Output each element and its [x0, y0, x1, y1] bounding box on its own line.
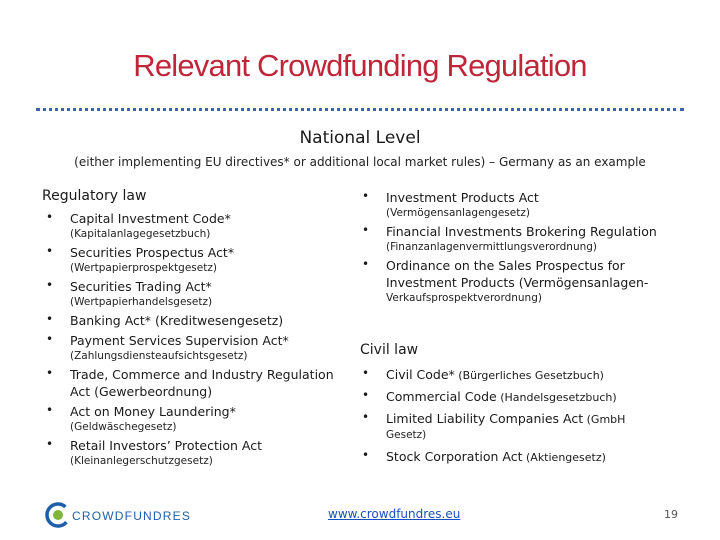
item-name: [386, 366, 688, 384]
bullet-icon: •: [46, 437, 54, 451]
item-name: [386, 223, 688, 240]
bullet-icon: •: [362, 448, 370, 462]
item-name-text: Banking Act* (Kreditwesengesetz): [70, 313, 284, 328]
bullet-icon: •: [362, 257, 370, 271]
item-name-text: Retail Investors’ Protection Act: [70, 438, 262, 453]
item-german-name: (Wertpapierprospektgesetz): [70, 262, 217, 274]
bullet-icon: •: [362, 223, 370, 237]
bullet-icon: •: [362, 388, 370, 402]
item-german-name: (Zahlungsdiensteaufsichtsgesetz): [70, 350, 248, 362]
item-german-name: (Kleinanlegerschutzgesetz): [70, 455, 213, 467]
bullet-icon: •: [362, 189, 370, 203]
civil-law-heading: Civil law: [360, 342, 419, 358]
item-german-name: (Kapitalanlagegesetzbuch): [70, 228, 211, 240]
crowdfundres-logo: [44, 500, 192, 534]
item-name: [70, 366, 352, 400]
regulatory-law-heading: Regulatory law: [42, 188, 147, 204]
item-german-name: Gesetz): [386, 429, 427, 441]
title-divider: [36, 108, 684, 111]
item-name-text: Capital Investment Code*: [70, 211, 231, 226]
item-name-text: Securities Prospectus Act*: [70, 245, 235, 260]
website-link[interactable]: www.crowdfundres.eu: [328, 507, 461, 521]
regulatory-law-item: [42, 437, 352, 468]
regulatory-law-item: [42, 210, 352, 241]
item-german-name: (Finanzanlagenvermittlungsverordnung): [386, 241, 598, 253]
bullet-icon: •: [46, 278, 54, 292]
civil-law-item: [358, 448, 688, 466]
bullet-icon: •: [362, 366, 370, 380]
item-german-name: Verkaufsprospektverordnung): [386, 292, 542, 304]
slide-title: Relevant Crowdfunding Regulation: [133, 48, 587, 83]
regulatory-law-item: [42, 278, 352, 309]
civil-law-item: [358, 388, 688, 406]
item-name: [386, 257, 688, 291]
regulatory-law-item: [42, 312, 352, 329]
page-number: 19: [664, 508, 678, 521]
bullet-icon: •: [46, 366, 54, 380]
regulatory-law-item: [42, 403, 352, 434]
regulatory-law-list: [42, 210, 352, 468]
item-name: [70, 244, 352, 261]
item-name-text: Ordinance on the Sales Prospectus for Investment Products (Vermögensanlagen-: [386, 258, 649, 290]
item-german-name: (Vermögensanlagengesetz): [386, 207, 530, 219]
regulatory-law-item: [42, 332, 352, 363]
item-name-text: Securities Trading Act*: [70, 279, 212, 294]
item-german-name: (Geldwäschegesetz): [70, 421, 177, 433]
item-name: [70, 210, 352, 227]
bullet-icon: •: [46, 244, 54, 258]
item-name: [386, 448, 688, 466]
civil-law-list: [358, 366, 688, 466]
regulatory-law-continued-column: [358, 189, 688, 308]
item-name: [386, 388, 688, 406]
logo-wordmark: CROWDFUNDRES: [72, 509, 192, 523]
item-german-inline: (Aktiengesetz): [522, 451, 606, 464]
item-name-text: Payment Services Supervision Act*: [70, 333, 289, 348]
regulatory-law-item: [358, 223, 688, 254]
item-name: [386, 189, 688, 206]
item-name-text: Trade, Commerce and Industry Regulation Act (Gewerbeordnung): [70, 367, 334, 399]
regulatory-law-column: [42, 188, 352, 471]
bullet-icon: •: [46, 403, 54, 417]
bullet-icon: •: [46, 210, 54, 224]
item-name: [70, 332, 352, 349]
item-name-text: Investment Products Act: [386, 190, 539, 205]
civil-law-column: [358, 342, 688, 470]
regulatory-law-item: [358, 189, 688, 220]
civil-law-item: [358, 410, 688, 442]
bullet-icon: •: [46, 332, 54, 346]
item-german-inline: (Bürgerliches Gesetzbuch): [454, 369, 604, 382]
item-german-name: (Wertpapierhandelsgesetz): [70, 296, 213, 308]
item-german-inline: (Handelsgesetzbuch): [496, 391, 617, 404]
item-name: [70, 437, 352, 454]
regulatory-law-continued-list: [358, 189, 688, 305]
item-name-text: Stock Corporation Act: [386, 449, 523, 464]
subtitle-note: (either implementing EU directives* or additional local market rules) – Germany as an example: [74, 155, 646, 169]
item-name-text: Civil Code*: [386, 367, 455, 382]
item-name-text: Act on Money Laundering*: [70, 404, 236, 419]
crowdfundres-logo-icon: [44, 500, 192, 530]
item-name: [70, 312, 352, 329]
item-name-text: Limited Liability Companies Act: [386, 411, 584, 426]
item-german-inline: (GmbH: [583, 413, 626, 426]
bullet-icon: •: [362, 410, 370, 424]
section-subtitle: National Level: [299, 128, 421, 148]
item-name-text: Financial Investments Brokering Regulation: [386, 224, 657, 239]
regulatory-law-item: [42, 366, 352, 400]
item-name: [386, 410, 688, 428]
item-name-text: Commercial Code: [386, 389, 497, 404]
bullet-icon: •: [46, 312, 54, 326]
item-name: [70, 278, 352, 295]
item-name: [70, 403, 352, 420]
civil-law-item: [358, 366, 688, 384]
regulatory-law-item: [358, 257, 688, 305]
regulatory-law-item: [42, 244, 352, 275]
